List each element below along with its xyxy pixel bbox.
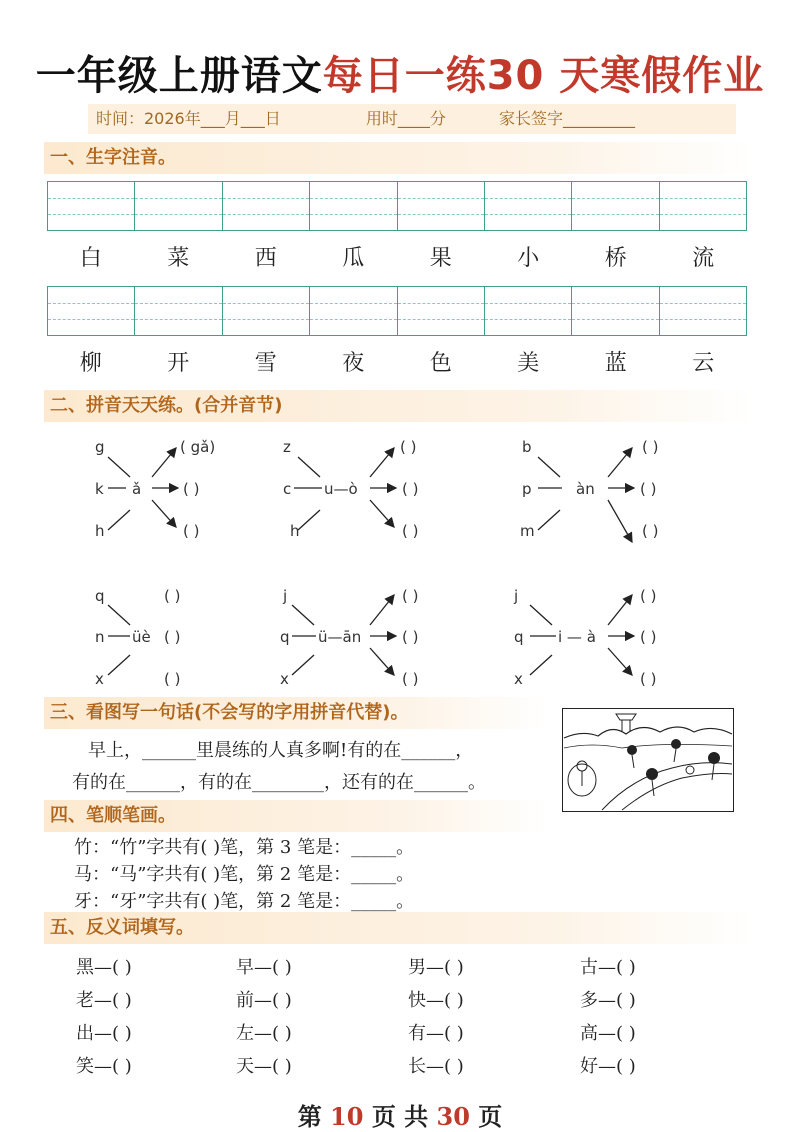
antonym-item[interactable]: 有—( ) [408,1023,464,1044]
final: ü—ān [318,628,362,646]
answer-slot[interactable]: ( ) [640,587,657,605]
initial: q [514,628,524,646]
stroke-line-1[interactable]: 竹：“竹”字共有( )笔，第 3 笔是：_____。 [74,837,415,858]
answer-slot[interactable]: ( ) [642,438,659,456]
initial: p [522,480,532,498]
footer-text: 第 [297,1102,322,1131]
initial: z [283,438,291,456]
char-row-2 [47,346,747,377]
char: 桥 [604,246,627,271]
antonym-item[interactable]: 笑—( ) [76,1056,132,1077]
section-5-heading: 五、反义词填写。 [44,912,754,944]
antonym-item[interactable]: 左—( ) [236,1023,292,1044]
initial: x [280,670,289,688]
meta-bar [88,104,736,134]
page-title [0,44,800,101]
title-part1: 一年级上册语文 [35,53,323,99]
page-footer [0,1097,800,1132]
antonym-item[interactable]: 早—( ) [236,957,292,978]
page-number: 10 [330,1102,364,1131]
antonym-item[interactable]: 天—( ) [236,1056,292,1077]
answer-slot[interactable]: ( ) [640,670,657,688]
char: 开 [167,351,190,376]
initial: b [522,438,532,456]
section-3-heading: 三、看图写一句话(不会写的字用拼音代替)。 [44,697,549,729]
final: üè [132,628,151,646]
char: 雪 [254,351,277,376]
antonym-item[interactable]: 快—( ) [408,990,464,1011]
initial: m [520,522,535,540]
char: 小 [517,246,540,271]
answer-slot[interactable]: ( ) [402,670,419,688]
sign-field[interactable]: 家长签字_________ [498,109,635,128]
final: u—ò [324,480,358,498]
antonym-item[interactable]: 古—( ) [580,957,636,978]
answer-slot[interactable]: ( ) [402,522,419,540]
pinyin-combine-diagram [0,420,800,700]
duration-field[interactable]: 用时____分 [365,109,446,128]
char: 西 [254,246,277,271]
initial: q [95,587,105,605]
initial: h [290,522,300,540]
char: 流 [692,246,715,271]
pinyin-grid-1[interactable] [47,181,747,231]
char: 云 [692,351,715,376]
char: 白 [79,246,102,271]
char: 夜 [342,351,365,376]
morning-exercise-illustration [562,708,734,812]
final: àn [576,480,595,498]
initial: q [280,628,290,646]
antonym-item[interactable]: 前—( ) [236,990,292,1011]
char-row-1 [47,241,747,272]
time-field[interactable]: 时间：2026年___月___日 [96,109,281,128]
section-4-heading: 四、笔顺笔画。 [44,800,549,832]
final: ǎ [132,480,142,498]
initial: h [95,522,105,540]
char: 柳 [79,351,102,376]
stroke-line-3[interactable]: 牙：“牙”字共有( )笔，第 2 笔是：_____。 [74,891,415,912]
char: 美 [517,351,540,376]
pinyin-grid-2[interactable] [47,286,747,336]
initial: c [283,480,292,498]
antonym-item[interactable]: 好—( ) [580,1056,636,1077]
sentence-line-2[interactable]: 有的在______，有的在________，还有的在______。 [72,772,486,793]
answer-slot[interactable]: ( ) [164,628,181,646]
initial: n [95,628,105,646]
footer-text: 页 共 [371,1102,429,1131]
answer-slot[interactable]: ( gǎ) [180,438,216,456]
answer-slot[interactable]: ( ) [402,587,419,605]
antonym-item[interactable]: 高—( ) [580,1023,636,1044]
sentence-line-1[interactable]: 早上，______里晨练的人真多啊!有的在______， [88,740,474,761]
antonym-item[interactable]: 多—( ) [580,990,636,1011]
antonym-item[interactable]: 老—( ) [76,990,132,1011]
answer-slot[interactable]: ( ) [640,480,657,498]
char: 瓜 [342,246,365,271]
answer-slot[interactable]: ( ) [402,480,419,498]
char: 菜 [167,246,190,271]
footer-text: 页 [478,1102,503,1131]
answer-slot[interactable]: ( ) [183,480,200,498]
title-part2: 每日一练 [322,53,487,99]
answer-slot[interactable]: ( ) [642,522,659,540]
antonym-item[interactable]: 男—( ) [408,957,464,978]
answer-slot[interactable]: ( ) [400,438,417,456]
answer-slot[interactable]: ( ) [164,587,181,605]
title-part3: 30 天寒假作业 [486,53,765,99]
antonym-item[interactable]: 长—( ) [408,1056,464,1077]
char: 果 [429,246,452,271]
antonym-item[interactable]: 黑—( ) [76,957,132,978]
initial: j [283,587,288,605]
answer-slot[interactable]: ( ) [402,628,419,646]
char: 色 [429,351,452,376]
char: 蓝 [604,351,627,376]
answer-slot[interactable]: ( ) [183,522,200,540]
initial: x [514,670,523,688]
antonym-item[interactable]: 出—( ) [76,1023,132,1044]
initial: x [95,670,104,688]
answer-slot[interactable]: ( ) [164,670,181,688]
answer-slot[interactable]: ( ) [640,628,657,646]
section-2-heading: 二、拼音天天练。(合并音节) [44,390,754,422]
initial: g [95,438,105,456]
initial: k [95,480,104,498]
stroke-line-2[interactable]: 马：“马”字共有( )笔，第 2 笔是：_____。 [74,864,415,885]
section-1-heading: 一、生字注音。 [44,142,754,174]
total-pages: 30 [436,1102,470,1131]
initial: j [514,587,519,605]
final: i — à [558,628,596,646]
